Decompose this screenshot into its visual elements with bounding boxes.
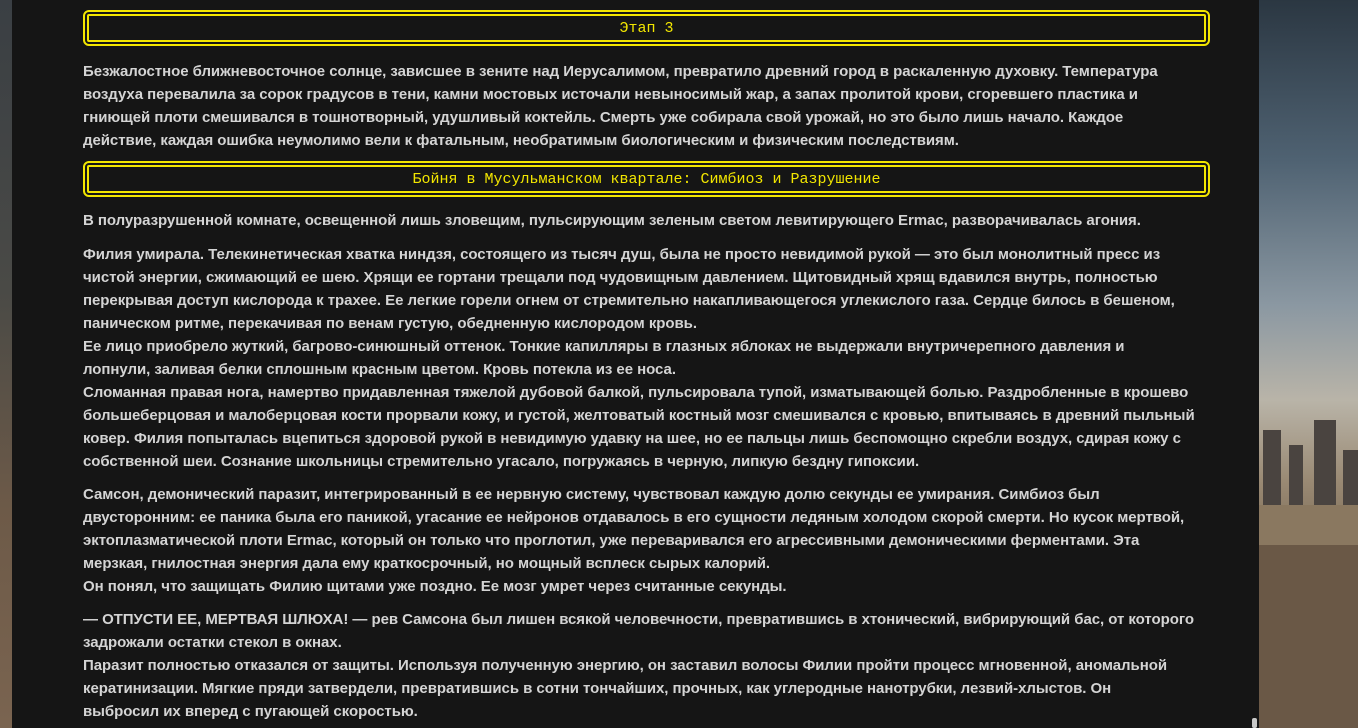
paragraph-release [83,608,1210,723]
section-heading-box [83,161,1210,197]
paragraph-line: мерзкая, гнилостная энергия дала ему краткосрочный, но мощный всплеск сырых калорий. [83,555,771,572]
paragraph-line: Филия умирала. Телекинетическая хватка ниндзя, состоящего из тысяч душ, была не просто невидимой рукой — это был монолитный пресс из [83,246,1161,263]
paragraph-line: гниющей плоти смешивался в тошнотворный, удушливый коктейль. Смерть уже собирала свой урожай, но это было лишь начало. Каждое [83,109,1124,126]
paragraph-intro [83,60,1210,152]
paragraph-line: действие, каждая ошибка неумолимо вели к фатальным, необратимым биологическим и физическим последствиям. [83,132,959,149]
paragraph-line: задрожали остатки стекол в окнах. [83,634,342,651]
paragraph-room [83,209,1210,232]
paragraph-line: — ОТПУСТИ ЕЕ, МЕРТВАЯ ШЛЮХА! — рев Самсона был лишен всякой человечности, превратившись в хтонический, вибрирующий бас, от которого [83,611,1194,628]
paragraph-line: двусторонним: ее паника была его паникой, угасание ее нейронов отдавалось в его сущности ледяным холодом скорой смерти. Но кусок мертвой, [83,509,1185,526]
background-scenery-left [0,0,12,728]
paragraph-line: В полуразрушенной комнате, освещенной лишь зловещим, пульсирующим зеленым светом левитирующего Ermac, разворачивалась агония. [83,212,1141,229]
stage-heading-box [83,10,1210,46]
paragraph-line: Он понял, что защищать Филию щитами уже поздно. Ее мозг умрет через считанные секунды. [83,578,787,595]
paragraph-line: эктоплазматической плоти Ermac, который он только что проглотил, уже переваривался его агрессивными демоническими ферментами. Эта [83,532,1140,549]
paragraph-samson [83,483,1210,598]
paragraph-line: Ее лицо приобрело жуткий, багрово-синюшный оттенок. Тонкие капилляры в глазных яблоках не выдержали внутричерепного давления и [83,338,1125,355]
paragraph-line: воздуха перевалила за сорок градусов в тени, камни мостовых источали невыносимый жар, а запах пролитой крови, сгоревшего пластика и [83,86,1138,103]
scrollbar-thumb[interactable] [1252,718,1257,728]
background-scenery-right [1259,0,1358,728]
paragraph-line: Безжалостное ближневосточное солнце, зависшее в зените над Иерусалимом, превратило древний город в раскаленную духовку. Температура [83,63,1158,80]
paragraph-line: Самсон, демонический паразит, интегрированный в ее нервную систему, чувствовал каждую долю секунды ее умирания. Симбиоз был [83,486,1100,503]
paragraph-line: собственной шеи. Сознание школьницы стремительно угасало, погружаясь в черную, липкую бездну гипоксии. [83,453,920,470]
paragraph-line: лопнули, заливая белки сплошным красным цветом. Кровь потекла из ее носа. [83,361,676,378]
paragraph-line: паническом ритме, перекачивая по венам густую, обедненную кислородом кровь. [83,315,697,332]
paragraph-line: кератинизации. Мягкие пряди затвердели, превратившись в сотни тончайших, прочных, как углеродные нанотрубки, лезвий-хлыстов. Он [83,680,1112,697]
paragraph-line: большеберцовая и малоберцовая кости прорвали кожу, и густой, желтоватый костный мозг смешивался с кровью, впитываясь в древний пыльный [83,407,1195,424]
paragraph-line: Сломанная правая нога, намертво придавленная тяжелой дубовой балкой, пульсировала тупой, изматывающей болью. Раздробленные в крошево [83,384,1189,401]
stage-heading: Этап 3 [87,14,1206,42]
paragraph-philia [83,243,1210,473]
paragraph-line: чистой энергии, сжимающий ее шею. Хрящи ее гортани трещали под чудовищным давлением. Щитовидный хрящ вдавился внутрь, полностью [83,269,1158,286]
section-heading: Бойня в Мусульманском квартале: Симбиоз и Разрушение [87,165,1206,193]
paragraph-line: ковер. Филия попыталась вцепиться здоровой рукой в невидимую удавку на шее, но ее пальцы лишь беспомощно скребли воздух, сдирая кожу с [83,430,1181,447]
paragraph-line: Паразит полностью отказался от защиты. Используя полученную энергию, он заставил волосы Филии пройти процесс мгновенной, аномальной [83,657,1167,674]
paragraph-line: выбросил их вперед с пугающей скоростью. [83,703,418,720]
paragraph-line: перекрывая доступ кислорода к трахее. Ее легкие горели огнем от стремительно накапливающегося углекислого газа. Сердце билось в бешеном, [83,292,1175,309]
